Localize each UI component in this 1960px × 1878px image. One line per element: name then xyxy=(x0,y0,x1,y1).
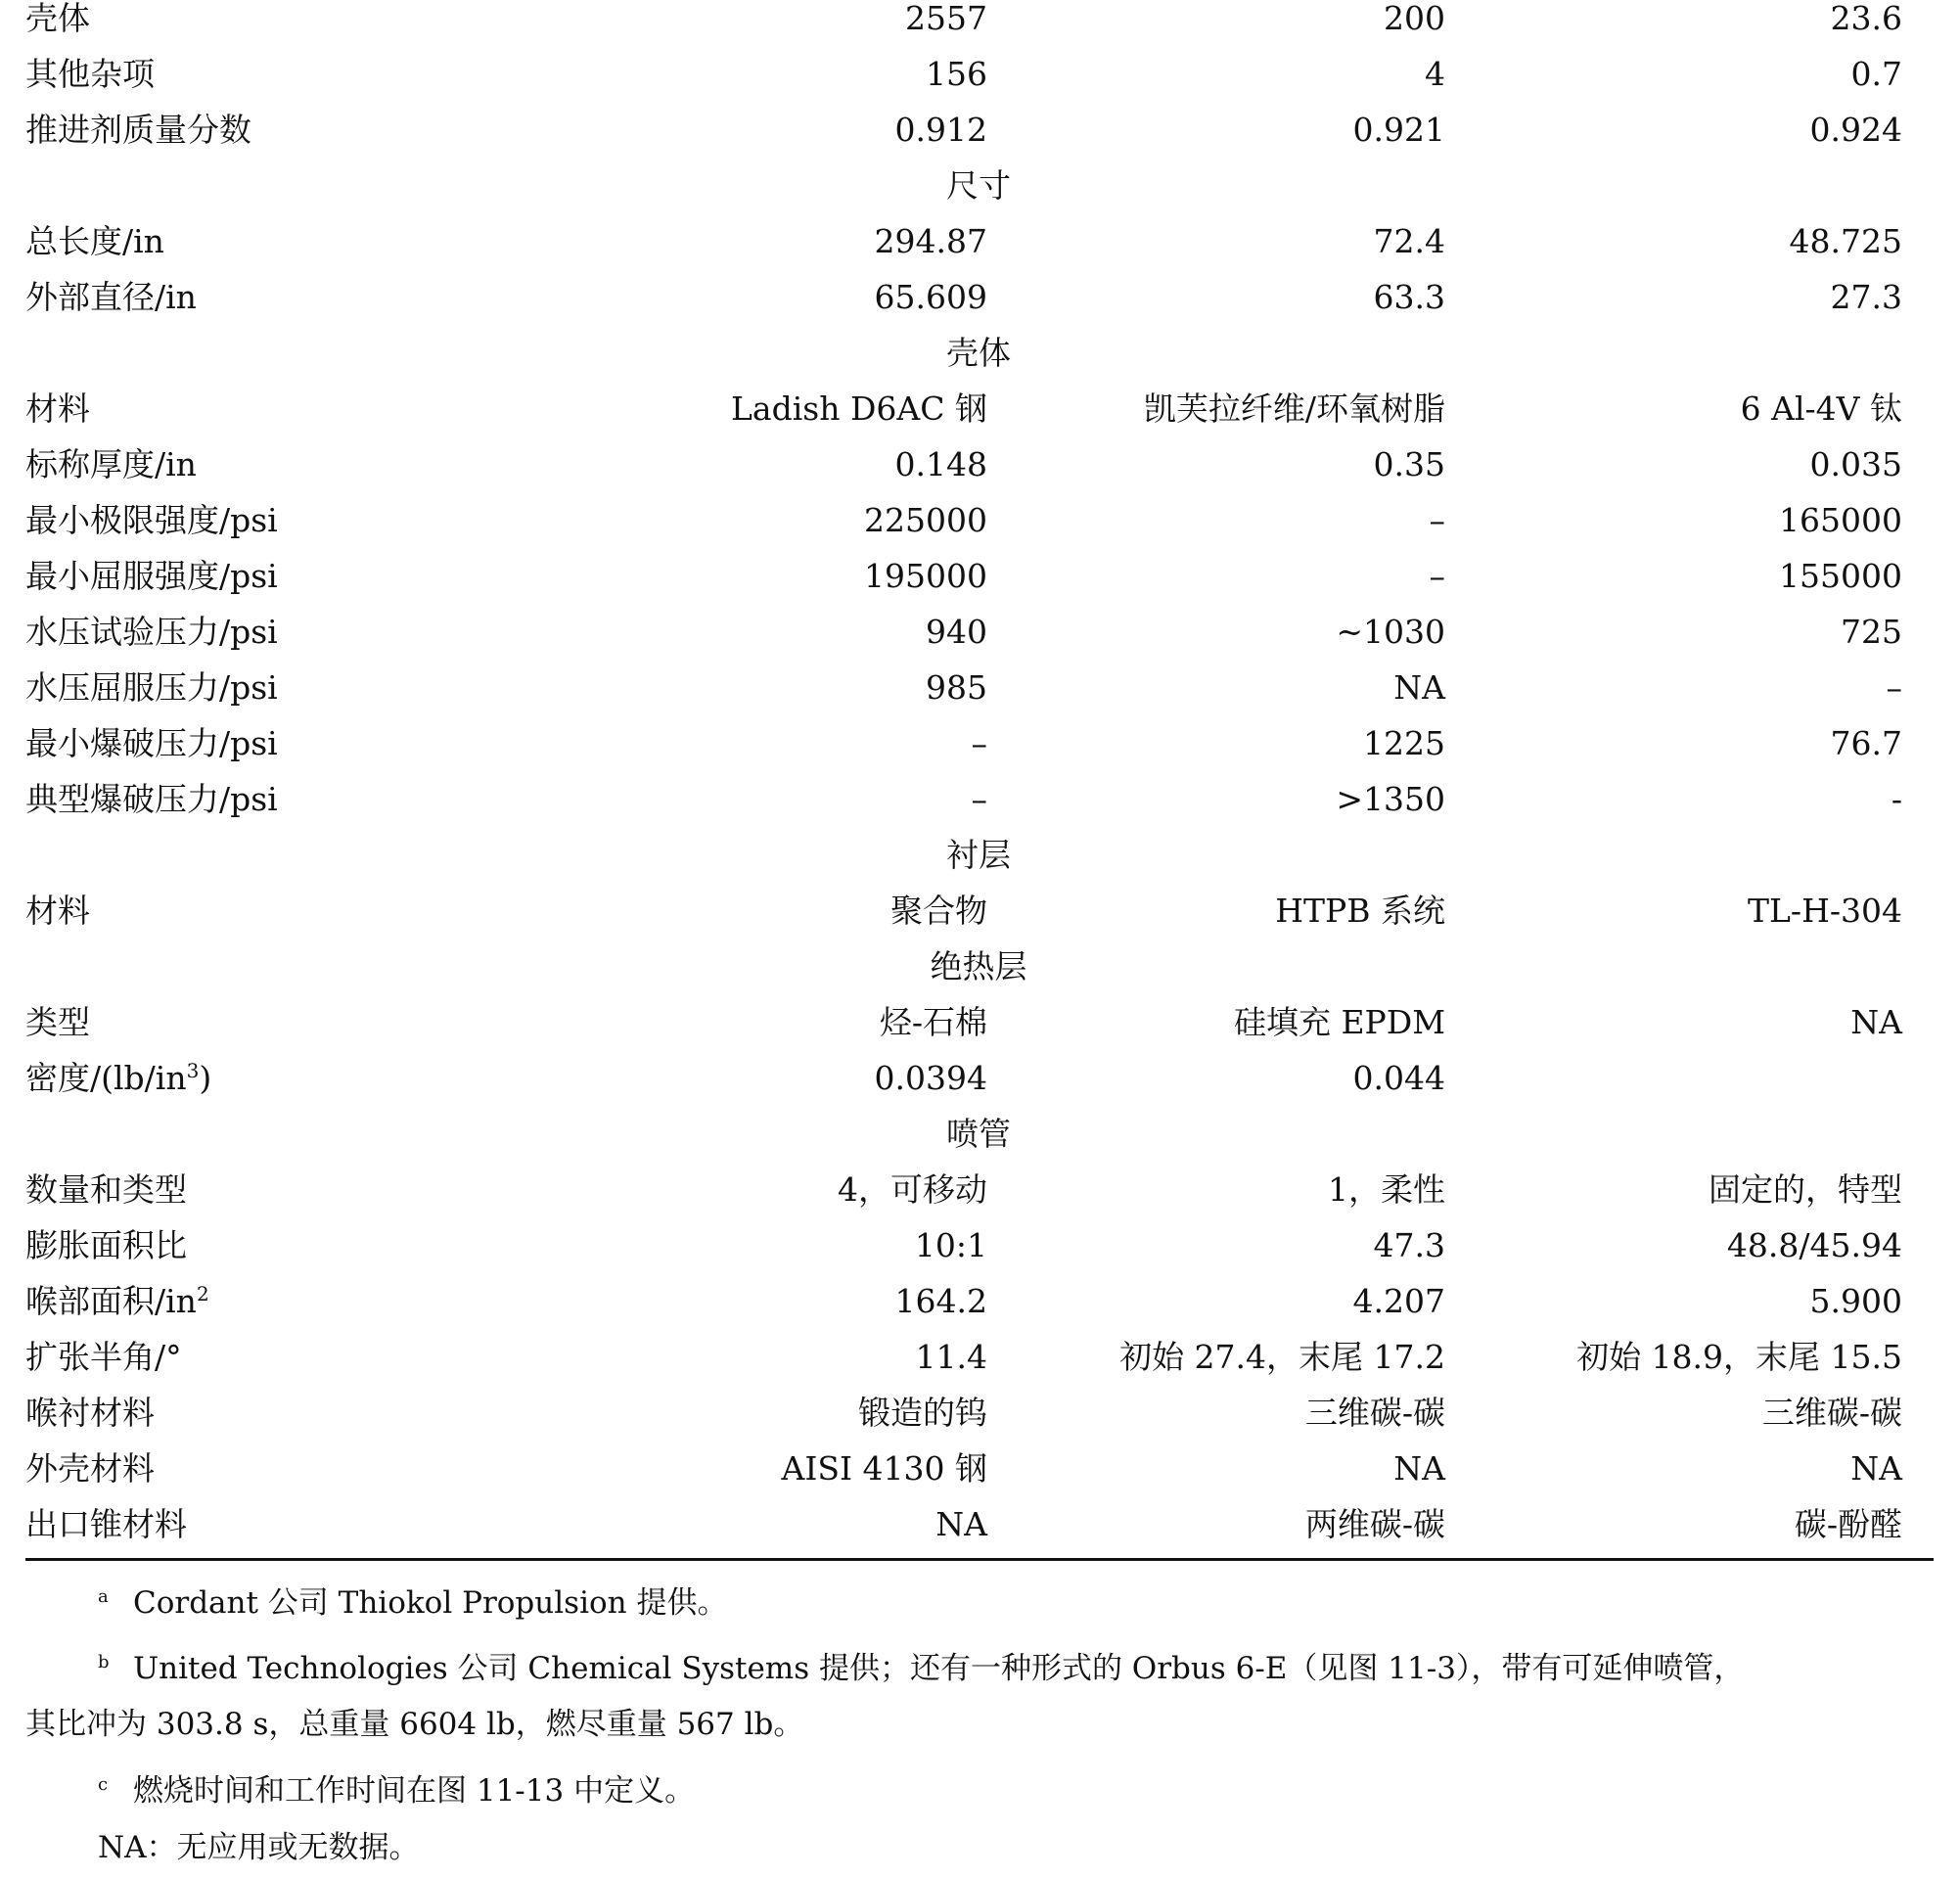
density-exponent: 3 xyxy=(186,1059,200,1082)
value-col2: 0.044 xyxy=(1352,1059,1445,1097)
table-row xyxy=(0,1273,1960,1329)
value-col1: 0.912 xyxy=(894,111,987,149)
value-col1: 烃-石棉 xyxy=(879,1003,987,1041)
value-col2: 1，柔性 xyxy=(1328,1170,1445,1209)
table-row xyxy=(0,102,1960,158)
value-col3: 165000 xyxy=(1779,501,1902,539)
value-col1: Ladish D6AC 钢 xyxy=(731,389,987,428)
value-col1: – xyxy=(971,724,987,762)
value-col2: NA xyxy=(1393,668,1445,707)
value-col1: 0.148 xyxy=(894,445,987,483)
value-col2: 63.3 xyxy=(1373,278,1445,316)
row-label: 其他杂项 xyxy=(25,55,155,93)
value-col1: 11.4 xyxy=(915,1338,987,1376)
row-label: 典型爆破压力/psi xyxy=(25,780,278,818)
row-label-throat xyxy=(25,1273,209,1329)
value-col1: 4，可移动 xyxy=(838,1170,987,1209)
row-label: 壳体 xyxy=(25,0,90,37)
value-col3: NA xyxy=(1850,1003,1902,1041)
value-col3: NA xyxy=(1850,1449,1902,1488)
value-col3: 0.035 xyxy=(1809,445,1902,483)
row-label: 扩张半角/° xyxy=(25,1338,182,1376)
table-row xyxy=(0,1496,1960,1552)
value-col2: 47.3 xyxy=(1373,1226,1445,1264)
row-label: 最小爆破压力/psi xyxy=(25,724,278,762)
value-col2: 4.207 xyxy=(1352,1282,1445,1320)
table-row xyxy=(0,269,1960,325)
value-col1: 940 xyxy=(926,613,987,651)
value-col2: 200 xyxy=(1384,0,1445,37)
row-label: 类型 xyxy=(25,1003,90,1041)
value-col2: 硅填充 EPDM xyxy=(1233,1003,1445,1041)
footnote-c-text: 燃烧时间和工作时间在图 11-13 中定义。 xyxy=(133,1773,696,1809)
value-col1: 294.87 xyxy=(874,222,987,260)
value-col3: 5.900 xyxy=(1809,1282,1902,1320)
table-row xyxy=(0,715,1960,771)
value-col1: 2557 xyxy=(905,0,987,37)
row-label: 推进剂质量分数 xyxy=(25,111,251,149)
table-row xyxy=(0,994,1960,1050)
value-col2: >1350 xyxy=(1336,780,1445,818)
value-col1: AISI 4130 钢 xyxy=(781,1449,987,1488)
row-label: 出口锥材料 xyxy=(25,1505,187,1543)
value-col1: 锻造的钨 xyxy=(858,1394,987,1432)
table-row xyxy=(0,1385,1960,1441)
table-row xyxy=(0,1162,1960,1217)
value-col1: 195000 xyxy=(864,557,987,595)
table-row xyxy=(0,436,1960,492)
footnote-a-text: Cordant 公司 Thiokol Propulsion 提供。 xyxy=(133,1585,728,1621)
section-heading-liner: 衬层 xyxy=(946,836,1011,874)
density-label-close: ) xyxy=(199,1059,212,1097)
table-row xyxy=(0,548,1960,604)
section-heading-insulation: 绝热层 xyxy=(930,947,1027,985)
row-label: 水压屈服压力/psi xyxy=(25,668,278,707)
value-col1: 10:1 xyxy=(914,1226,987,1264)
value-col2: 0.921 xyxy=(1352,111,1445,149)
value-col3: 6 Al-4V 钛 xyxy=(1740,389,1902,428)
throat-label-text: 喉部面积/in xyxy=(25,1282,197,1320)
table-row xyxy=(0,46,1960,102)
footnote-na: NA：无应用或无数据。 xyxy=(98,1830,420,1865)
row-label: 水压试验压力/psi xyxy=(25,613,278,651)
value-col1: 985 xyxy=(926,668,987,707)
table-row xyxy=(0,1329,1960,1385)
value-col2: 三维碳-碳 xyxy=(1304,1394,1445,1432)
row-label-density xyxy=(25,1050,211,1106)
value-col3: 0.924 xyxy=(1809,111,1902,149)
table-row xyxy=(0,604,1960,660)
value-col3: 76.7 xyxy=(1830,724,1902,762)
row-label: 标称厚度/in xyxy=(25,445,197,483)
footnote-b-continued: 其比冲为 303.8 s，总重量 6604 lb，燃尽重量 567 lb。 xyxy=(25,1707,804,1742)
value-col2: 两维碳-碳 xyxy=(1304,1505,1445,1543)
value-col1: 156 xyxy=(926,55,987,93)
value-col2: NA xyxy=(1393,1449,1445,1488)
value-col1: NA xyxy=(935,1505,987,1543)
value-col1: 65.609 xyxy=(874,278,987,316)
section-heading-size: 尺寸 xyxy=(946,166,1011,205)
table-row xyxy=(0,771,1960,827)
table-row xyxy=(0,1050,1960,1106)
density-label-text: 密度/(lb/in xyxy=(25,1059,187,1097)
row-label: 数量和类型 xyxy=(25,1170,187,1209)
value-col3: 0.7 xyxy=(1850,55,1902,93)
value-col2: – xyxy=(1429,501,1445,539)
value-col2: ~1030 xyxy=(1336,613,1445,651)
value-col2: 凯芙拉纤维/环氧树脂 xyxy=(1143,389,1445,428)
value-col2: – xyxy=(1429,557,1445,595)
row-label: 膨胀面积比 xyxy=(25,1226,187,1264)
footnote-a: a Cordant 公司 Thiokol Propulsion 提供。 xyxy=(98,1585,728,1621)
value-col3: 碳-酚醛 xyxy=(1794,1505,1902,1543)
value-col2: 初始 27.4，末尾 17.2 xyxy=(1119,1338,1445,1376)
table-row xyxy=(0,0,1960,46)
value-col3: 155000 xyxy=(1779,557,1902,595)
value-col3: TL-H-304 xyxy=(1748,892,1902,930)
row-label: 喉衬材料 xyxy=(25,1394,155,1432)
row-label: 外壳材料 xyxy=(25,1449,155,1488)
value-col2: 1225 xyxy=(1363,724,1445,762)
value-col2: 72.4 xyxy=(1373,222,1445,260)
table-row xyxy=(0,1217,1960,1273)
value-col3: 23.6 xyxy=(1830,0,1902,37)
section-heading-nozzle: 喷管 xyxy=(946,1115,1011,1153)
value-col3: 固定的，特型 xyxy=(1709,1170,1902,1209)
value-col3: – xyxy=(1886,668,1902,707)
table-row xyxy=(0,1441,1960,1496)
row-label: 最小极限强度/psi xyxy=(25,501,278,539)
value-col2: 4 xyxy=(1425,55,1445,93)
value-col2: HTPB 系统 xyxy=(1275,892,1445,930)
row-label: 最小屈服强度/psi xyxy=(25,557,278,595)
value-col1: 聚合物 xyxy=(890,892,987,930)
value-col3: 725 xyxy=(1841,613,1902,651)
row-label: 材料 xyxy=(25,389,90,428)
value-col1: 0.0394 xyxy=(874,1059,987,1097)
value-col1: 164.2 xyxy=(894,1282,987,1320)
table-row xyxy=(0,213,1960,269)
row-label: 总长度/in xyxy=(25,222,164,260)
table-row xyxy=(0,883,1960,939)
table-row xyxy=(0,492,1960,548)
value-col2: 0.35 xyxy=(1373,445,1445,483)
value-col3: - xyxy=(1891,780,1902,818)
footnote-c: c 燃烧时间和工作时间在图 11-13 中定义。 xyxy=(98,1773,696,1809)
value-col3: 27.3 xyxy=(1830,278,1902,316)
section-heading-case: 壳体 xyxy=(946,334,1011,372)
table-row xyxy=(0,660,1960,715)
row-label: 外部直径/in xyxy=(25,278,197,316)
table-bottom-rule xyxy=(25,1558,1934,1561)
row-label: 材料 xyxy=(25,892,90,930)
footnote-b: b United Technologies 公司 Chemical Systems 提供；还有一种形式的 Orbus 6-E（见图 11-3），带有可延伸喷管， xyxy=(98,1651,1745,1686)
value-col3: 48.8/45.94 xyxy=(1726,1226,1902,1264)
value-col3: 48.725 xyxy=(1789,222,1902,260)
value-col3: 三维碳-碳 xyxy=(1761,1394,1902,1432)
throat-exponent: 2 xyxy=(196,1282,209,1305)
value-col1: – xyxy=(971,780,987,818)
table-row xyxy=(0,381,1960,436)
value-col3: 初始 18.9，末尾 15.5 xyxy=(1576,1338,1902,1376)
value-col1: 225000 xyxy=(864,501,987,539)
footnote-b-text-line1: United Technologies 公司 Chemical Systems 提供；还有一种形式的 Orbus 6-E（见图 11-3），带有可延伸喷管， xyxy=(133,1651,1745,1686)
